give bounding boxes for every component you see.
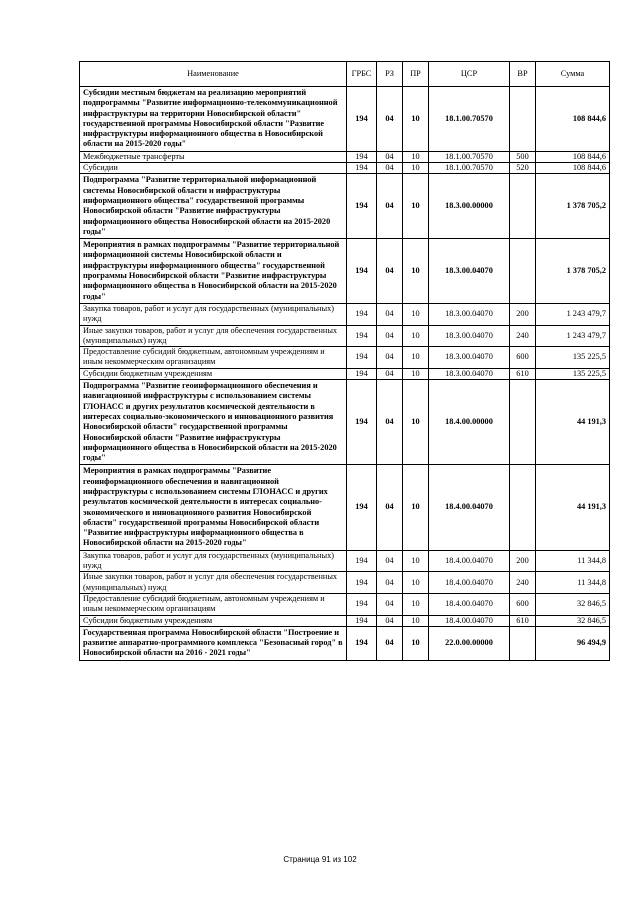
cell-sum: 44 191,3 (536, 465, 610, 550)
cell-csr: 18.4.00.04070 (429, 593, 510, 615)
cell-grbs: 194 (347, 626, 377, 660)
cell-grbs: 194 (347, 151, 377, 162)
table-row (80, 303, 610, 325)
cell-csr: 18.4.00.04070 (429, 572, 510, 594)
cell-pr: 10 (403, 593, 429, 615)
cell-pr: 10 (403, 151, 429, 162)
cell-grbs: 194 (347, 593, 377, 615)
cell-vr (510, 380, 536, 465)
cell-grbs: 194 (347, 325, 377, 347)
cell-rz: 04 (377, 368, 403, 379)
cell-rz: 04 (377, 626, 403, 660)
cell-vr: 520 (510, 163, 536, 174)
cell-grbs: 194 (347, 615, 377, 626)
cell-csr: 18.4.00.04070 (429, 550, 510, 572)
cell-csr: 18.3.00.04070 (429, 368, 510, 379)
cell-rz: 04 (377, 174, 403, 239)
cell-csr: 18.3.00.04070 (429, 347, 510, 369)
cell-pr: 10 (403, 87, 429, 152)
header-name: Наименование (80, 62, 347, 87)
cell-csr: 18.4.00.04070 (429, 465, 510, 550)
cell-pr: 10 (403, 174, 429, 239)
cell-pr: 10 (403, 550, 429, 572)
cell-sum: 108 844,6 (536, 151, 610, 162)
cell-sum: 108 844,6 (536, 87, 610, 152)
cell-grbs: 194 (347, 347, 377, 369)
cell-sum: 108 844,6 (536, 163, 610, 174)
cell-vr: 600 (510, 347, 536, 369)
cell-grbs: 194 (347, 239, 377, 304)
cell-sum: 1 243 479,7 (536, 325, 610, 347)
table-row (80, 163, 610, 174)
cell-pr: 10 (403, 380, 429, 465)
cell-rz: 04 (377, 151, 403, 162)
cell-name: Субсидии бюджетным учреждениям (80, 615, 347, 626)
header-pr: ПР (403, 62, 429, 87)
cell-pr: 10 (403, 239, 429, 304)
cell-name: Межбюджетные трансферты (80, 151, 347, 162)
cell-csr: 18.4.00.00000 (429, 380, 510, 465)
cell-grbs: 194 (347, 380, 377, 465)
cell-sum: 135 225,5 (536, 368, 610, 379)
cell-sum: 44 191,3 (536, 380, 610, 465)
table-header-row (80, 62, 610, 87)
table-row (80, 347, 610, 369)
cell-name: Закупка товаров, работ и услуг для государственных (муниципальных) нужд (80, 550, 347, 572)
cell-vr (510, 174, 536, 239)
cell-sum: 11 344,8 (536, 572, 610, 594)
header-vr: ВР (510, 62, 536, 87)
cell-name: Иные закупки товаров, работ и услуг для обеспечения государственных (муниципальных) нужд (80, 325, 347, 347)
cell-pr: 10 (403, 347, 429, 369)
cell-grbs: 194 (347, 163, 377, 174)
page-number: Страница 91 из 102 (283, 855, 357, 864)
cell-csr: 18.4.00.04070 (429, 615, 510, 626)
cell-sum: 32 846,5 (536, 593, 610, 615)
cell-vr: 600 (510, 593, 536, 615)
cell-grbs: 194 (347, 87, 377, 152)
cell-rz: 04 (377, 550, 403, 572)
cell-grbs: 194 (347, 550, 377, 572)
cell-name: Мероприятия в рамках подпрограммы "Развитие территориальной информационной системы Новосибирской области и инфраструктуры информационного общества" государственной программы Новосибирской области "Развитие инфраструктуры информационного общества в Новосибирской области на 2015-2020 годы" (80, 239, 347, 304)
cell-vr: 240 (510, 572, 536, 594)
table-row (80, 550, 610, 572)
cell-name: Предоставление субсидий бюджетным, автономным учреждениям и иным некоммерческим организациям (80, 347, 347, 369)
cell-pr: 10 (403, 465, 429, 550)
cell-rz: 04 (377, 380, 403, 465)
cell-pr: 10 (403, 163, 429, 174)
cell-name: Предоставление субсидий бюджетным, автономным учреждениям и иным некоммерческим организациям (80, 593, 347, 615)
cell-sum: 135 225,5 (536, 347, 610, 369)
table-row (80, 465, 610, 550)
table-row (80, 151, 610, 162)
cell-rz: 04 (377, 593, 403, 615)
table-body (80, 87, 610, 661)
cell-grbs: 194 (347, 303, 377, 325)
cell-csr: 18.3.00.04070 (429, 239, 510, 304)
cell-rz: 04 (377, 239, 403, 304)
cell-name: Иные закупки товаров, работ и услуг для обеспечения государственных (муниципальных) нужд (80, 572, 347, 594)
cell-vr (510, 626, 536, 660)
header-csr: ЦСР (429, 62, 510, 87)
budget-table (79, 61, 610, 661)
cell-csr: 18.3.00.04070 (429, 325, 510, 347)
cell-csr: 18.1.00.70570 (429, 163, 510, 174)
cell-rz: 04 (377, 347, 403, 369)
cell-vr: 200 (510, 303, 536, 325)
cell-pr: 10 (403, 303, 429, 325)
cell-vr: 610 (510, 368, 536, 379)
cell-pr: 10 (403, 615, 429, 626)
cell-rz: 04 (377, 303, 403, 325)
cell-csr: 18.3.00.04070 (429, 303, 510, 325)
cell-grbs: 194 (347, 174, 377, 239)
cell-pr: 10 (403, 572, 429, 594)
table-row (80, 626, 610, 660)
cell-rz: 04 (377, 572, 403, 594)
table-row (80, 380, 610, 465)
cell-name: Субсидии бюджетным учреждениям (80, 368, 347, 379)
cell-vr: 500 (510, 151, 536, 162)
table-row (80, 572, 610, 594)
cell-vr: 200 (510, 550, 536, 572)
cell-name: Мероприятия в рамках подпрограммы "Развитие геоинформационного обеспечения и навигационной инфраструктуры с использованием системы ГЛОНАСС и других результатов космической деятельности в интересах социально-экономического и инновационного развития Новосибирской области" государственной программы Новосибирской области "Развитие инфраструктуры информационного общества в Новосибирской области на 2015-2020 годы" (80, 465, 347, 550)
cell-rz: 04 (377, 465, 403, 550)
cell-pr: 10 (403, 626, 429, 660)
table-row (80, 368, 610, 379)
cell-name: Закупка товаров, работ и услуг для государственных (муниципальных) нужд (80, 303, 347, 325)
table-row (80, 87, 610, 152)
cell-pr: 10 (403, 325, 429, 347)
cell-name: Государственная программа Новосибирской области "Построение и развитие аппаратно-программного комплекса "Безопасный город" в Новосибирской области на 2016 - 2021 годы" (80, 626, 347, 660)
cell-csr: 18.1.00.70570 (429, 151, 510, 162)
cell-csr: 18.3.00.00000 (429, 174, 510, 239)
table-row (80, 174, 610, 239)
cell-sum: 96 494,9 (536, 626, 610, 660)
cell-rz: 04 (377, 325, 403, 347)
cell-grbs: 194 (347, 572, 377, 594)
cell-name: Субсидии местным бюджетам на реализацию мероприятий подпрограммы "Развитие информационно-телекоммуникационной инфраструктуры на территории Новосибирской области" государственной программы Новосибирской области "Развитие инфраструктуры информационного общества в Новосибирской области на 2015-2020 годы" (80, 87, 347, 152)
header-rz: РЗ (377, 62, 403, 87)
cell-vr: 240 (510, 325, 536, 347)
cell-grbs: 194 (347, 368, 377, 379)
cell-sum: 1 378 705,2 (536, 174, 610, 239)
cell-csr: 18.1.00.70570 (429, 87, 510, 152)
table-row (80, 593, 610, 615)
cell-rz: 04 (377, 163, 403, 174)
cell-csr: 22.0.00.00000 (429, 626, 510, 660)
cell-vr (510, 465, 536, 550)
table-row (80, 325, 610, 347)
cell-sum: 1 243 479,7 (536, 303, 610, 325)
cell-rz: 04 (377, 87, 403, 152)
cell-name: Субсидии (80, 163, 347, 174)
header-grbs: ГРБС (347, 62, 377, 87)
table-row (80, 615, 610, 626)
cell-rz: 04 (377, 615, 403, 626)
cell-name: Подпрограмма "Развитие геоинформационного обеспечения и навигационной инфраструктуры с использованием системы ГЛОНАСС и других результатов космической деятельности в интересах социально-экономического и инновационного развития Новосибирской области" государственной программы Новосибирской области "Развитие инфраструктуры информационного общества в Новосибирской области на 2015-2020 годы" (80, 380, 347, 465)
cell-name: Подпрограмма "Развитие территориальной информационной системы Новосибирской области и инфраструктуры информационного общества" государственной программы Новосибирской области "Развитие инфраструктуры информационного общества Новосибирской области на 2015-2020 годы" (80, 174, 347, 239)
cell-vr (510, 239, 536, 304)
cell-grbs: 194 (347, 465, 377, 550)
cell-sum: 11 344,8 (536, 550, 610, 572)
header-sum: Сумма (536, 62, 610, 87)
table-row (80, 239, 610, 304)
cell-sum: 32 846,5 (536, 615, 610, 626)
cell-vr: 610 (510, 615, 536, 626)
cell-pr: 10 (403, 368, 429, 379)
cell-sum: 1 378 705,2 (536, 239, 610, 304)
cell-vr (510, 87, 536, 152)
